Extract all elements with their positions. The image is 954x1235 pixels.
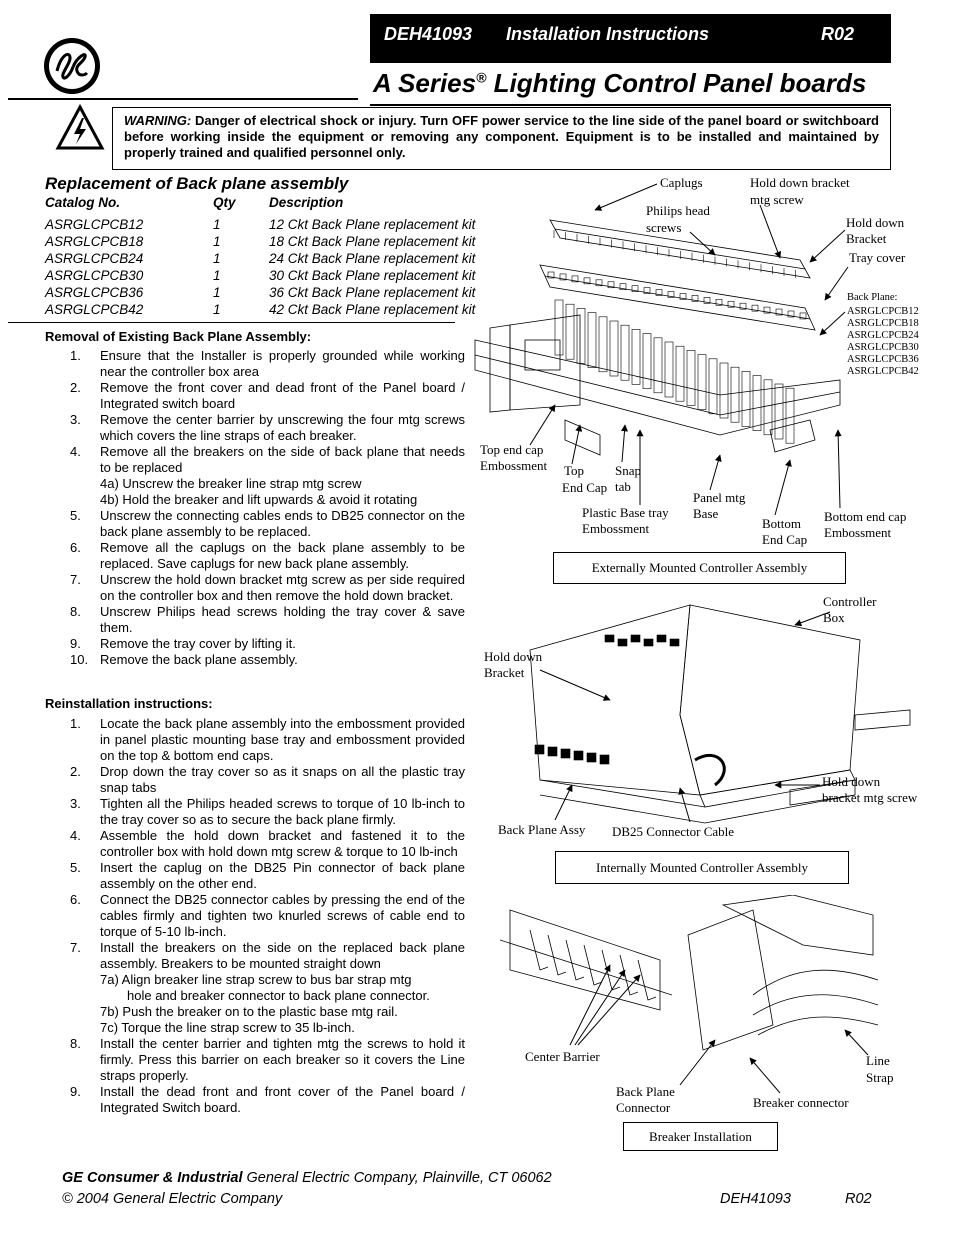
step-text: Drop down the tray cover so as it snaps on all the plastic tray snap tabs (100, 764, 465, 795)
label-panel-mtg-2: Base (693, 506, 719, 521)
reinstall-heading: Reinstallation instructions: (45, 696, 213, 711)
step-substep: 7c) Torque the line strap screw to 35 lb-inch. (100, 1020, 355, 1035)
list-item (45, 380, 465, 412)
catalog-header-cell: Description (269, 195, 344, 210)
removal-heading: Removal of Existing Back Plane Assembly: (45, 329, 312, 344)
label-top-cap-1: Top (564, 463, 585, 478)
barrier-fin (638, 960, 656, 1000)
breaker-terminal (657, 635, 666, 642)
label-hold-down-2: Bracket (846, 231, 887, 246)
warning-text: Danger of electrical shock or injury. Turn OFF power service to the line side of the panel board or switchboard before working inside the equipment or removing any component. Equipment is to be installed and maintained by properly trained and qualified personnel only. (124, 113, 879, 160)
breaker-shape (764, 380, 772, 435)
label-bottom-cap-2: End Cap (762, 532, 808, 547)
backplane-model-item: ASRGLCPCB24 (847, 330, 919, 341)
barrier-fin (566, 940, 584, 980)
header-doc-type: Installation Instructions (506, 24, 710, 44)
step-text: Remove the center barrier by unscrewing the four mtg screws which covers the line straps of each breaker. (100, 412, 465, 443)
label-hold-screw-1: Hold down (822, 774, 881, 789)
step-number: 8. (70, 604, 81, 619)
label-backplane-title: Back Plane: (847, 292, 898, 303)
catalog-cell: ASRGLCPCB36 (45, 285, 144, 300)
footer-company (62, 1170, 552, 1186)
step-number: 2. (70, 380, 81, 395)
step-number: 4. (70, 828, 81, 843)
step-number: 4. (70, 444, 81, 459)
list-item (45, 444, 465, 508)
step-substep: 7b) Push the breaker on to the plastic base mtg rail. (100, 1004, 398, 1019)
footer-company-bold: GE Consumer & Industrial (62, 1170, 243, 1186)
header-doc-number: DEH41093 (384, 24, 473, 44)
catalog-cell: 24 Ckt Back Plane replacement kit (269, 251, 476, 266)
breaker-terminal (535, 745, 544, 754)
catalog-cell: ASRGLCPCB24 (45, 251, 144, 266)
label-controller-1: Controller (823, 594, 877, 609)
step-text: Locate the back plane assembly into the embossment provided in panel plastic mounting base tray and embossment provided on the top & bottom end caps. (100, 716, 465, 763)
label-top-emboss-2: Embossment (480, 458, 548, 473)
backplane-model-item: ASRGLCPCB30 (847, 342, 919, 353)
step-substep: 4b) Hold the breaker and lift upwards & avoid it rotating (100, 492, 418, 507)
breaker-shape (786, 388, 794, 443)
warning-label: WARNING: (124, 113, 192, 128)
step-number: 7. (70, 940, 81, 955)
title-main: A Series (373, 68, 477, 98)
step-substep: 4a) Unscrew the breaker line strap mtg screw (100, 476, 362, 491)
breaker-terminal (574, 751, 583, 760)
breaker-shape (555, 300, 563, 355)
label-hold-1: Hold down (484, 649, 543, 664)
list-item (45, 636, 465, 652)
breaker-shape (775, 384, 783, 439)
step-text: Remove the front cover and dead front of the Panel board / Integrated switch board (100, 380, 465, 411)
breaker-terminal (548, 747, 557, 756)
list-item (45, 604, 465, 636)
figure1-caption: Externally Mounted Controller Assembly (553, 552, 846, 584)
breaker-shape (654, 338, 662, 393)
step-text: Connect the DB25 connector cables by pressing the end of the cables firmly and tighten two knurled screws of cable end to torque of 5-10 lb-inch. (100, 892, 465, 939)
backplane-model-item: ASRGLCPCB42 (847, 366, 919, 377)
catalog-cell: 18 Ckt Back Plane replacement kit (269, 234, 476, 249)
step-number: 5. (70, 860, 81, 875)
breaker-shape (698, 355, 706, 410)
step-text: Remove the back plane assembly. (100, 652, 298, 667)
step-number: 6. (70, 540, 81, 555)
label-center-barrier: Center Barrier (525, 1049, 600, 1064)
barrier-fin (548, 935, 566, 975)
breaker-shape (621, 325, 629, 380)
catalog-cell: ASRGLCPCB12 (45, 217, 144, 232)
label-top-cap-2: End Cap (562, 480, 608, 495)
breaker-terminal (587, 753, 596, 762)
step-number: 1. (70, 348, 81, 363)
footer-copyright: © 2004 General Electric Company (62, 1191, 283, 1207)
breaker-shape (676, 346, 684, 401)
step-text: Install the dead front and front cover of the Panel board / Integrated Switch board. (100, 1084, 465, 1115)
catalog-header-cell: Catalog No. (45, 195, 121, 210)
label-breaker-connector: Breaker connector (753, 1095, 849, 1110)
breaker-terminal (644, 639, 653, 646)
step-number: 7. (70, 572, 81, 587)
label-db25: DB25 Connector Cable (612, 824, 735, 839)
list-item (45, 540, 465, 572)
label-top-emboss-1: Top end cap (480, 442, 544, 457)
backplane-model-list (847, 306, 919, 378)
label-plastic-2: Embossment (582, 521, 650, 536)
breaker-shape (742, 371, 750, 426)
step-text: Install the breakers on the side on the replaced back plane assembly. Breakers to be mounted straight down (100, 940, 465, 971)
barrier-fin (602, 950, 620, 990)
catalog-cell: ASRGLCPCB30 (45, 268, 144, 283)
step-number: 3. (70, 412, 81, 427)
list-item (45, 652, 465, 668)
catalog-cell: 1 (213, 251, 221, 266)
breaker-shape (599, 317, 607, 372)
step-text: Tighten all the Philips headed screws to torque of 10 lb-inch to the tray cover so as to secure the back plane firmly. (100, 796, 465, 827)
footer-company-rest: General Electric Company, Plainville, CT 06062 (242, 1170, 552, 1186)
warning-box (112, 107, 891, 170)
page-title (373, 68, 866, 99)
breaker-shape (610, 321, 618, 376)
step-text: Install the center barrier and tighten mtg the screws to hold it firmly. Press this barrier on each breaker so it covers the Line straps properly. (100, 1036, 465, 1083)
breaker-shape (720, 363, 728, 418)
step-text: Ensure that the Installer is properly grounded while working near the controller box area (100, 348, 465, 379)
breaker-shape (709, 359, 717, 414)
label-philips-1: Philips head (646, 203, 710, 218)
figure3-caption: Breaker Installation (623, 1122, 778, 1151)
breaker-terminal (670, 639, 679, 646)
title-registered-mark: ® (476, 69, 487, 86)
catalog-rule (8, 322, 455, 323)
section-title: Replacement of Back plane assembly (45, 174, 349, 193)
electric-hazard-icon (55, 103, 105, 153)
label-bottom-emboss-1: Bottom end cap (824, 509, 907, 524)
list-item (45, 572, 465, 604)
label-snap-1: Snap (615, 463, 641, 478)
list-item (45, 940, 465, 1036)
catalog-cell: 42 Ckt Back Plane replacement kit (269, 302, 476, 317)
breaker-connector-drawing (683, 895, 880, 1055)
step-text: Unscrew the connecting cables ends to DB25 connector on the back plane assembly to be replaced. (100, 508, 465, 539)
step-text: Assemble the hold down bracket and fastened it to the controller box with hold down mtg screw & torque to 10 lb-inch (100, 828, 465, 859)
ge-logo (43, 37, 101, 95)
list-item (45, 412, 465, 444)
label-philips-2: screws (646, 220, 682, 235)
step-text: Remove the tray cover by lifting it. (100, 636, 296, 651)
label-caplugs: Caplugs (660, 175, 703, 190)
step-number: 2. (70, 764, 81, 779)
list-item (45, 764, 465, 796)
backplane-model-item: ASRGLCPCB12 (847, 306, 919, 317)
catalog-header-cell: Qty (213, 195, 236, 210)
label-panel-mtg-1: Panel mtg (693, 490, 746, 505)
label-bp-conn-2: Connector (616, 1100, 671, 1115)
label-bottom-cap-1: Bottom (762, 516, 802, 531)
breaker-terminal (561, 749, 570, 758)
label-hold-2: Bracket (484, 665, 525, 680)
step-number: 10. (70, 652, 89, 667)
header-rule-left (8, 98, 358, 100)
catalog-cell: 1 (213, 302, 221, 317)
step-number: 1. (70, 716, 81, 731)
breaker-shape (753, 376, 761, 431)
step-number: 3. (70, 796, 81, 811)
reinstall-steps (45, 716, 465, 1116)
list-item (45, 716, 465, 764)
title-rest: Lighting Control Panel boards (486, 68, 867, 98)
barrier-fin (620, 955, 638, 995)
footer-doc-number: DEH41093 (720, 1191, 791, 1207)
step-text: Remove all the breakers on the side of back plane that needs to be replaced (100, 444, 465, 475)
backplane-model-item: ASRGLCPCB36 (847, 354, 919, 365)
breaker-terminal (600, 755, 609, 764)
backplane-model-item: ASRGLCPCB18 (847, 318, 919, 329)
footer-revision: R02 (845, 1191, 872, 1207)
barrier-fin (530, 930, 548, 970)
list-item (45, 828, 465, 860)
breaker-shape (577, 308, 585, 363)
catalog-cell: 36 Ckt Back Plane replacement kit (269, 285, 476, 300)
breaker-terminal (618, 639, 627, 646)
step-text: Unscrew Philips head screws holding the tray cover & save them. (100, 604, 465, 635)
label-line-1: Line (866, 1053, 890, 1068)
step-number: 5. (70, 508, 81, 523)
catalog-cell: 12 Ckt Back Plane replacement kit (269, 217, 476, 232)
label-hold-down-1: Hold down (846, 215, 905, 230)
step-substep: hole and breaker connector to back plane connector. (127, 988, 430, 1003)
label-snap-2: tab (615, 479, 631, 494)
label-bottom-emboss-2: Embossment (824, 525, 892, 540)
catalog-cell: 1 (213, 285, 221, 300)
list-item (45, 796, 465, 828)
step-text: Insert the caplug on the DB25 Pin connector of back plane assembly on the other end. (100, 860, 465, 891)
label-hold-down-screw-2: mtg screw (750, 192, 804, 207)
step-substep: 7a) Align breaker line strap screw to bus bar strap mtg (100, 972, 412, 987)
label-hold-screw-2: bracket mtg screw (822, 790, 918, 805)
list-item (45, 1036, 465, 1084)
list-item (45, 508, 465, 540)
breaker-shape (643, 334, 651, 389)
breaker-shape (588, 313, 596, 368)
header-bar (370, 14, 891, 63)
breaker-shape (731, 367, 739, 422)
step-number: 9. (70, 1084, 81, 1099)
breaker-terminal (631, 635, 640, 642)
breaker-shape (566, 304, 574, 359)
list-item (45, 1084, 465, 1116)
catalog-cell: ASRGLCPCB18 (45, 234, 144, 249)
label-bp-conn-1: Back Plane (616, 1084, 675, 1099)
step-number: 6. (70, 892, 81, 907)
step-text: Remove all the caplugs on the back plane assembly to be replaced. Save caplugs for new back plane assembly. (100, 540, 465, 571)
catalog-cell: 30 Ckt Back Plane replacement kit (269, 268, 476, 283)
breaker-terminal (605, 635, 614, 642)
breaker-shape (665, 342, 673, 397)
catalog-cell: ASRGLCPCB42 (45, 302, 144, 317)
header-rule-right (370, 104, 891, 106)
label-line-2: Strap (866, 1070, 894, 1085)
label-backplane-assy: Back Plane Assy (498, 822, 586, 837)
catalog-cell: 1 (213, 234, 221, 249)
step-number: 8. (70, 1036, 81, 1051)
label-tray-cover: Tray cover (849, 250, 906, 265)
barrier-fin (584, 945, 602, 985)
label-plastic-1: Plastic Base tray (582, 505, 669, 520)
label-hold-down-screw-1: Hold down bracket (750, 175, 850, 190)
removal-steps (45, 348, 465, 668)
catalog-cell: 1 (213, 268, 221, 283)
figure2-caption: Internally Mounted Controller Assembly (555, 851, 849, 884)
list-item (45, 348, 465, 380)
list-item (45, 860, 465, 892)
step-number: 9. (70, 636, 81, 651)
list-item (45, 892, 465, 940)
label-controller-2: Box (823, 610, 845, 625)
step-text: Unscrew the hold down bracket mtg screw as per side required on the controller box and then remove the hold down bracket. (100, 572, 465, 603)
breaker-shape (687, 350, 695, 405)
catalog-cell: 1 (213, 217, 221, 232)
center-barrier-drawing (500, 900, 672, 1018)
header-revision: R02 (821, 24, 855, 44)
